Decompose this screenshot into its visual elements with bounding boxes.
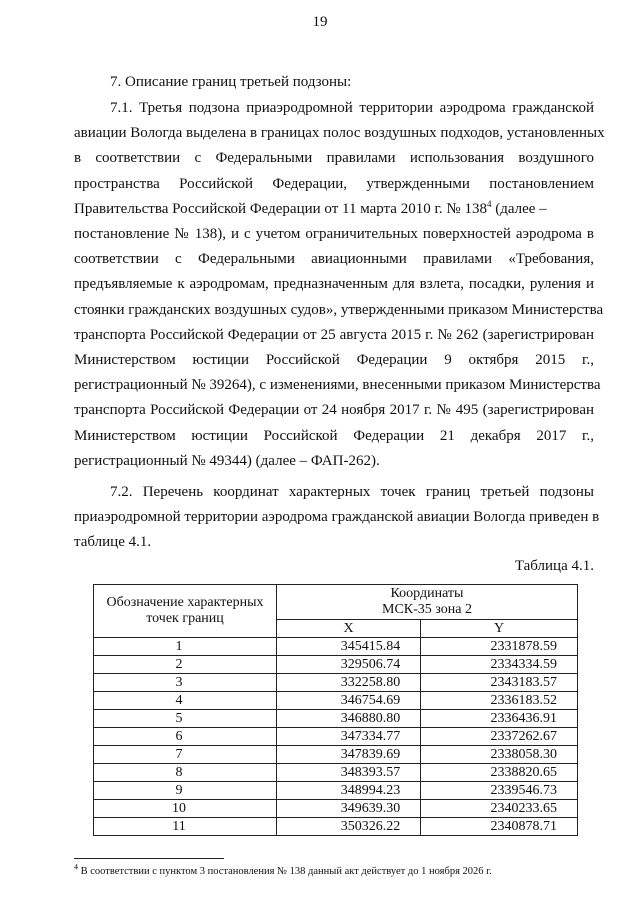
table-caption: Таблица 4.1. [514,558,594,574]
x-cell: 348994.23 [277,782,421,800]
y-cell: 2343183.57 [421,674,578,692]
header-coordinate-system: МСК-35 зона 2 [382,602,472,617]
paragraph-line: предъявляемые к аэродромам, предназначенным для взлета, посадки, руления и [74,276,594,293]
footnote-divider [74,858,224,859]
x-cell: 347839.69 [277,746,421,764]
paragraph-line: соответствии с Федеральными авиационными правилами «Требования, [74,251,594,268]
paragraph-line: Министерством юстиции Российской Федерации 9 октября 2015 г., [74,352,594,369]
point-cell: 6 [94,728,277,746]
header-coordinates-title: Координаты [390,586,464,601]
y-cell: 2337262.67 [421,728,578,746]
paragraph-line: транспорта Российской Федерации от 24 ноября 2017 г. № 495 (зарегистрирован [74,402,594,419]
y-cell: 2339546.73 [421,782,578,800]
table-row [94,692,578,710]
x-cell: 348393.57 [277,764,421,782]
table-row [94,728,578,746]
footnote-marker: 4 [74,862,78,872]
y-cell: 2334334.59 [421,656,578,674]
point-cell: 7 [94,746,277,764]
x-cell: 346754.69 [277,692,421,710]
point-cell: 4 [94,692,277,710]
y-cell: 2336183.52 [421,692,578,710]
x-cell: 332258.80 [277,674,421,692]
paragraph-line: регистрационный № 49344) (далее – ФАП-262). [74,452,380,469]
footnote [74,862,492,877]
paragraph-line-with-footnote [74,197,594,222]
y-cell: 2338820.65 [421,764,578,782]
y-cell: 2340233.65 [421,800,578,818]
point-cell: 1 [94,638,277,656]
point-cell: 2 [94,656,277,674]
paragraph-line-tail: (далее – [491,200,547,217]
point-cell: 11 [94,818,277,836]
paragraph-line: таблице 4.1. [74,534,152,551]
x-cell: 347334.77 [277,728,421,746]
paragraph-line: регистрационный № 39264), с изменениями, внесенными приказом Министерства [74,377,601,394]
paragraph-7-1 [74,96,605,474]
paragraph-7-2 [74,480,600,556]
point-cell: 8 [94,764,277,782]
page-number: 19 [312,14,328,30]
paragraph-line: в соответствии с Федеральными правилами использования воздушного [74,150,594,167]
paragraph-line: авиации Вологда выделена в границах полос воздушных подходов, установленных [74,125,605,142]
y-cell: 2338058.30 [421,746,578,764]
table-row [94,674,578,692]
x-cell: 349639.30 [277,800,421,818]
table-row [94,764,578,782]
footnote-reference: 4 [486,198,492,209]
paragraph-line: Министерством юстиции Российской Федерации 21 декабря 2017 г., [74,427,594,444]
coordinates-table [93,584,578,836]
paragraph-line: приаэродромной территории аэродрома гражданской авиации Вологда приведен в [74,509,600,526]
x-cell: 346880.80 [277,710,421,728]
table-row [94,656,578,674]
paragraph-line-text: Правительства Российской Федерации от 11 марта 2010 г. № 138 [74,200,487,217]
table-row [94,710,578,728]
y-cell: 2336436.91 [421,710,578,728]
paragraph-line: 7.2. Перечень координат характерных точек границ третьей подзоны [110,484,594,500]
y-cell: 2331878.59 [421,638,578,656]
paragraph-line: постановление № 138), и с учетом ограничительных поверхностей аэродрома в [74,226,594,243]
point-cell: 9 [94,782,277,800]
x-cell: 329506.74 [277,656,421,674]
point-cell: 10 [94,800,277,818]
point-cell: 5 [94,710,277,728]
paragraph-line: транспорта Российской Федерации от 25 августа 2015 г. № 262 (зарегистрирован [74,326,594,343]
paragraph-line: стоянки гражданских воздушных судов», утвержденными приказом Министерства [74,301,604,318]
table-row [94,746,578,764]
paragraph-line: пространства Российской Федерации, утвержденными постановлением [74,175,594,192]
y-cell: 2340878.71 [421,818,578,836]
header-y: Y [421,620,578,638]
point-cell: 3 [94,674,277,692]
table-row [94,800,578,818]
header-x: X [277,620,421,638]
x-cell: 345415.84 [277,638,421,656]
table-row [94,782,578,800]
x-cell: 350326.22 [277,818,421,836]
table-row [94,818,578,836]
header-points: Обозначение характерных точек границ [94,585,277,638]
section-heading: 7. Описание границ третьей подзоны: [110,74,352,90]
table-row [94,638,578,656]
paragraph-line: 7.1. Третья подзона приаэродромной территории аэродрома гражданской [110,100,594,116]
footnote-text: В соответствии с пунктом 3 постановления № 138 данный акт действует до 1 ноября 2026 г. [78,866,492,877]
header-coordinates [277,585,578,620]
